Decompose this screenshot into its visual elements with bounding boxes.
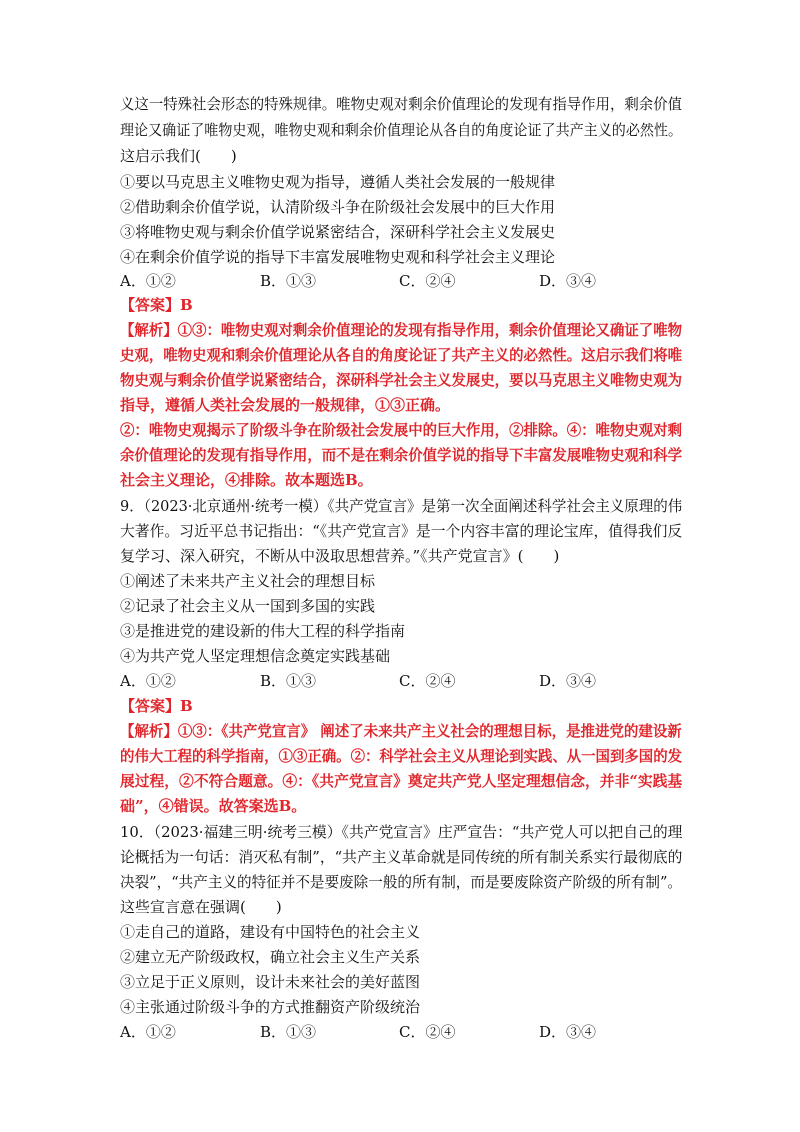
q9-stem-line: 复学习、深入研究，不断从中汲取思想营养。”《共产党宣言》( )	[120, 547, 560, 565]
q8-option-c: C．②④	[399, 272, 456, 290]
q10-statement: ④主张通过阶级斗争的方式推翻资产阶级统治	[120, 998, 421, 1016]
q10-option-b: B．①③	[260, 1023, 317, 1041]
q9-statement: ③是推进党的建设新的伟大工程的科学指南	[120, 622, 406, 640]
q8-analysis-line: 余价值理论的发现有指导作用，而不是在剩余价值学说的指导下丰富发展唯物史观和科学	[120, 446, 683, 464]
q10-stem-line: 10．（2023·福建三明·统考三模）《共产党宣言》庄严宣告：“共产党人可以把自己的理	[120, 823, 683, 841]
q8-analysis-line: 社会主义理论，④排除。故本题选B。	[120, 471, 373, 489]
q10-option-c: C．②④	[399, 1023, 456, 1041]
q9-analysis-line: 展过程，②不符合题意。④：《共产党宣言》奠定共产党人坚定理想信念，并非“实践基	[120, 772, 683, 790]
q9-stem-line: 大著作。习近平总书记指出：“《共产党宣言》是一个内容丰富的理论宝库，值得我们反	[120, 522, 683, 540]
q10-stem-line: 论概括为一句话：消灭私有制”，“共产主义革命就是同传统的所有制关系实行最彻底的	[120, 848, 683, 866]
q8-stem-line: 义这一特殊社会形态的特殊规律。唯物史观对剩余价值理论的发现有指导作用，剩余价值	[120, 95, 683, 113]
q8-analysis-line: 物史观与剩余价值学说紧密结合，深研科学社会主义发展史，要以马克思主义唯物史观为	[120, 371, 683, 389]
q8-stem-line: 理论又确证了唯物史观，唯物史观和剩余价值理论从各自的角度论证了共产主义的必然性。	[120, 121, 683, 139]
q8-analysis-line: ②：唯物史观揭示了阶级斗争在阶级社会发展中的巨大作用，②排除。④：唯物史观对剩	[120, 421, 683, 439]
q9-stem-line: 9．（2023·北京通州·统考一模）《共产党宣言》是第一次全面阐述科学社会主义原理的伟	[120, 497, 683, 515]
q8-statement: ②借助剩余价值学说，认清阶级斗争在阶级社会发展中的巨大作用	[120, 198, 556, 216]
q10-stem-line: 决裂”，“共产主义的特征并不是要废除一般的所有制，而是要废除资产阶级的所有制”。	[120, 873, 683, 891]
q10-stem-line: 这些宣言意在强调( )	[120, 898, 282, 916]
q8-analysis-line: 史观，唯物史观和剩余价值理论从各自的角度论证了共产主义的必然性。这启示我们将唯	[120, 346, 683, 364]
q9-statement: ①阐述了未来共产主义社会的理想目标	[120, 572, 376, 590]
q9-answer: 【答案】B	[120, 697, 193, 715]
q10-option-a: A．①②	[120, 1023, 176, 1041]
q8-statement: ③将唯物史观与剩余价值学说紧密结合，深研科学社会主义发展史	[120, 223, 556, 241]
q9-option-b: B．①③	[260, 672, 317, 690]
q9-option-c: C．②④	[399, 672, 456, 690]
q8-analysis-line: 指导，遵循人类社会发展的一般规律，①③正确。	[120, 396, 451, 414]
q9-option-d: D．③④	[539, 672, 597, 690]
q8-statement: ④在剩余价值学说的指导下丰富发展唯物史观和科学社会主义理论	[120, 248, 556, 266]
q8-option-d: D．③④	[539, 272, 597, 290]
q10-statement: ①走自己的道路，建设有中国特色的社会主义	[120, 923, 421, 941]
q8-analysis-line: 【解析】①③：唯物史观对剩余价值理论的发现有指导作用，剩余价值理论又确证了唯物	[120, 321, 683, 339]
q9-option-a: A．①②	[120, 672, 176, 690]
q9-statement: ②记录了社会主义从一国到多国的实践	[120, 597, 376, 615]
q9-analysis-line: 的伟大工程的科学指南，①③正确。②：科学社会主义从理论到实践、从一国到多国的发	[120, 747, 683, 765]
q10-statement: ③立足于正义原则，设计未来社会的美好蓝图	[120, 973, 421, 991]
q9-statement: ④为共产党人坚定理想信念奠定实践基础	[120, 647, 391, 665]
q8-option-a: A．①②	[120, 272, 176, 290]
q8-statement: ①要以马克思主义唯物史观为指导，遵循人类社会发展的一般规律	[120, 173, 556, 191]
q8-option-b: B．①③	[260, 272, 317, 290]
q10-option-d: D．③④	[539, 1023, 597, 1041]
q8-stem-line: 这启示我们( )	[120, 147, 237, 165]
q10-statement: ②建立无产阶级政权，确立社会主义生产关系	[120, 948, 421, 966]
q9-analysis-line: 础”，④错误。故答案选B。	[120, 797, 307, 815]
q8-answer: 【答案】B	[120, 296, 193, 314]
q9-analysis-line: 【解析】①③：《共产党宣言》 阐述了未来共产主义社会的理想目标，是推进党的建设新	[120, 722, 682, 740]
